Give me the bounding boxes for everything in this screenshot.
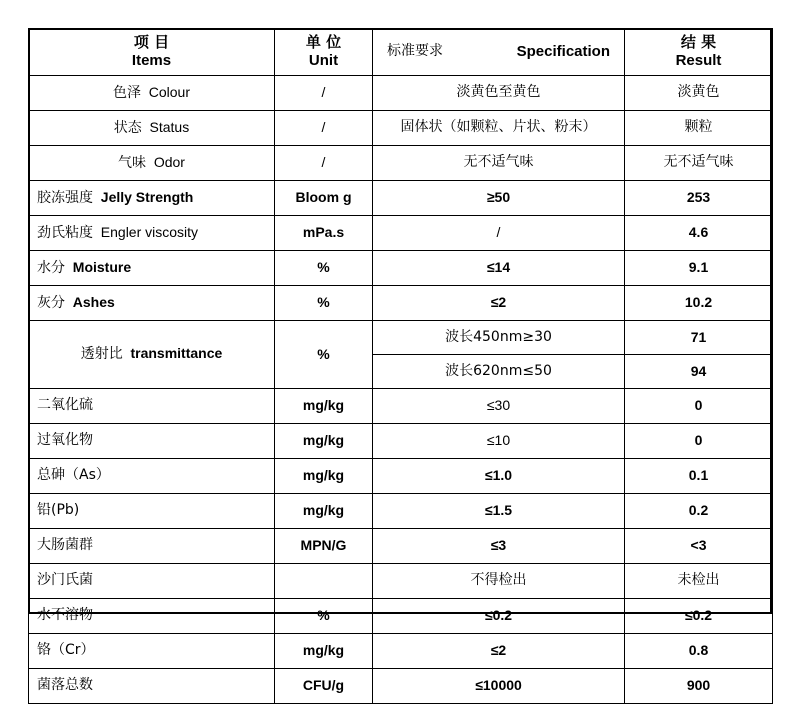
row-unit: / bbox=[275, 146, 373, 181]
specification-table bbox=[28, 28, 773, 704]
row-item bbox=[29, 146, 275, 181]
header-spec-cn: 标准要求 bbox=[387, 43, 443, 60]
row-item-cn: 透射比 bbox=[80, 346, 123, 363]
row-unit: / bbox=[275, 111, 373, 146]
row-unit bbox=[275, 564, 373, 599]
row-item-cn: 气味 bbox=[118, 154, 147, 171]
row-result: 9.1 bbox=[625, 251, 773, 286]
row-unit: mg/kg bbox=[275, 459, 373, 494]
row-spec: ≤10 bbox=[373, 424, 625, 459]
row-unit: mg/kg bbox=[275, 494, 373, 529]
table-row bbox=[29, 181, 773, 216]
table-row bbox=[29, 424, 773, 459]
row-result: 颗粒 bbox=[625, 111, 773, 146]
row-spec: / bbox=[373, 216, 625, 251]
row-result: 0.8 bbox=[625, 634, 773, 669]
header-items-cn: 项 目 bbox=[133, 33, 170, 52]
row-result: 淡黄色 bbox=[625, 76, 773, 111]
row-result: 71 bbox=[625, 321, 773, 355]
row-item: 铅(Pb) bbox=[29, 494, 275, 529]
header-cell-unit bbox=[275, 29, 373, 76]
table-row bbox=[29, 459, 773, 494]
row-result: 253 bbox=[625, 181, 773, 216]
row-spec: ≤2 bbox=[373, 286, 625, 321]
row-unit: Bloom g bbox=[275, 181, 373, 216]
row-result: 10.2 bbox=[625, 286, 773, 321]
table-row bbox=[29, 111, 773, 146]
table-row bbox=[29, 494, 773, 529]
table-row bbox=[29, 634, 773, 669]
row-item bbox=[29, 181, 275, 216]
row-item-cn: 胶冻强度 bbox=[37, 189, 93, 206]
row-unit: / bbox=[275, 76, 373, 111]
table-row bbox=[29, 669, 773, 704]
row-item-cn: 灰分 bbox=[37, 294, 65, 311]
row-item bbox=[29, 286, 275, 321]
row-result: ≤0.2 bbox=[625, 599, 773, 634]
row-unit: % bbox=[275, 286, 373, 321]
table-row bbox=[29, 389, 773, 424]
header-unit-en: Unit bbox=[308, 52, 339, 69]
row-result: 0 bbox=[625, 389, 773, 424]
table-row bbox=[29, 564, 773, 599]
row-item: 大肠菌群 bbox=[29, 529, 275, 564]
row-unit: CFU/g bbox=[275, 669, 373, 704]
row-item bbox=[29, 76, 275, 111]
row-spec: ≤1.5 bbox=[373, 494, 625, 529]
row-item-en: Odor bbox=[153, 153, 185, 170]
row-item-cn: 劲氏粘度 bbox=[37, 224, 93, 241]
table-header-row bbox=[29, 29, 773, 76]
header-cell-specification bbox=[373, 29, 625, 76]
row-unit: mg/kg bbox=[275, 634, 373, 669]
row-item-en: transmittance bbox=[130, 345, 223, 362]
row-unit: mg/kg bbox=[275, 389, 373, 424]
header-result-en: Result bbox=[675, 52, 722, 69]
row-spec: 波长450nm≥30 bbox=[373, 321, 625, 355]
row-spec: ≥50 bbox=[373, 181, 625, 216]
table-row bbox=[29, 286, 773, 321]
row-spec: 波长620nm≤50 bbox=[373, 355, 625, 389]
row-item: 沙门氏菌 bbox=[29, 564, 275, 599]
header-spec-en: Specification bbox=[516, 42, 610, 60]
row-spec: ≤2 bbox=[373, 634, 625, 669]
row-result: 0 bbox=[625, 424, 773, 459]
row-result: 900 bbox=[625, 669, 773, 704]
row-spec: ≤30 bbox=[373, 389, 625, 424]
row-item-en: Ashes bbox=[72, 293, 115, 310]
table-row bbox=[29, 529, 773, 564]
row-item bbox=[29, 111, 275, 146]
table-row bbox=[29, 321, 773, 355]
row-spec: ≤0.2 bbox=[373, 599, 625, 634]
row-item-en: Moisture bbox=[72, 258, 132, 275]
header-result-cn: 结 果 bbox=[680, 33, 717, 52]
row-spec: ≤10000 bbox=[373, 669, 625, 704]
row-item bbox=[29, 251, 275, 286]
row-item bbox=[29, 216, 275, 251]
table-row bbox=[29, 216, 773, 251]
row-spec: 不得检出 bbox=[373, 564, 625, 599]
row-item-cn: 状态 bbox=[113, 119, 142, 136]
row-unit: MPN/G bbox=[275, 529, 373, 564]
row-unit: mg/kg bbox=[275, 424, 373, 459]
row-item: 菌落总数 bbox=[29, 669, 275, 704]
row-result: 4.6 bbox=[625, 216, 773, 251]
row-result: 0.1 bbox=[625, 459, 773, 494]
table-row bbox=[29, 251, 773, 286]
row-result: 未检出 bbox=[625, 564, 773, 599]
header-items-en: Items bbox=[131, 52, 172, 69]
row-item: 铬（Cr） bbox=[29, 634, 275, 669]
row-unit: % bbox=[275, 251, 373, 286]
table-row bbox=[29, 599, 773, 634]
table-row bbox=[29, 146, 773, 181]
row-spec: 固体状（如颗粒、片状、粉末） bbox=[373, 111, 625, 146]
row-item-en: Jelly Strength bbox=[100, 188, 194, 205]
row-item: 水不溶物 bbox=[29, 599, 275, 634]
row-item-cn: 水分 bbox=[37, 259, 65, 276]
row-result: 0.2 bbox=[625, 494, 773, 529]
header-cell-items bbox=[29, 29, 275, 76]
row-item: 过氧化物 bbox=[29, 424, 275, 459]
row-item-cn: 色泽 bbox=[112, 84, 141, 101]
row-item-transmittance bbox=[29, 321, 275, 389]
row-spec: ≤1.0 bbox=[373, 459, 625, 494]
row-spec: ≤14 bbox=[373, 251, 625, 286]
table-row bbox=[29, 76, 773, 111]
row-item-en: Colour bbox=[148, 83, 191, 100]
header-unit-cn: 单 位 bbox=[305, 33, 342, 52]
row-item: 二氧化硫 bbox=[29, 389, 275, 424]
row-unit: mPa.s bbox=[275, 216, 373, 251]
row-spec: 无不适气味 bbox=[373, 146, 625, 181]
row-item-en: Status bbox=[149, 118, 190, 135]
row-item: 总砷（As） bbox=[29, 459, 275, 494]
row-unit: % bbox=[275, 321, 373, 389]
row-result: <3 bbox=[625, 529, 773, 564]
row-result: 94 bbox=[625, 355, 773, 389]
header-cell-result bbox=[625, 29, 773, 76]
row-spec: ≤3 bbox=[373, 529, 625, 564]
row-spec: 淡黄色至黄色 bbox=[373, 76, 625, 111]
row-result: 无不适气味 bbox=[625, 146, 773, 181]
row-item-en: Engler viscosity bbox=[100, 223, 199, 240]
row-unit: % bbox=[275, 599, 373, 634]
